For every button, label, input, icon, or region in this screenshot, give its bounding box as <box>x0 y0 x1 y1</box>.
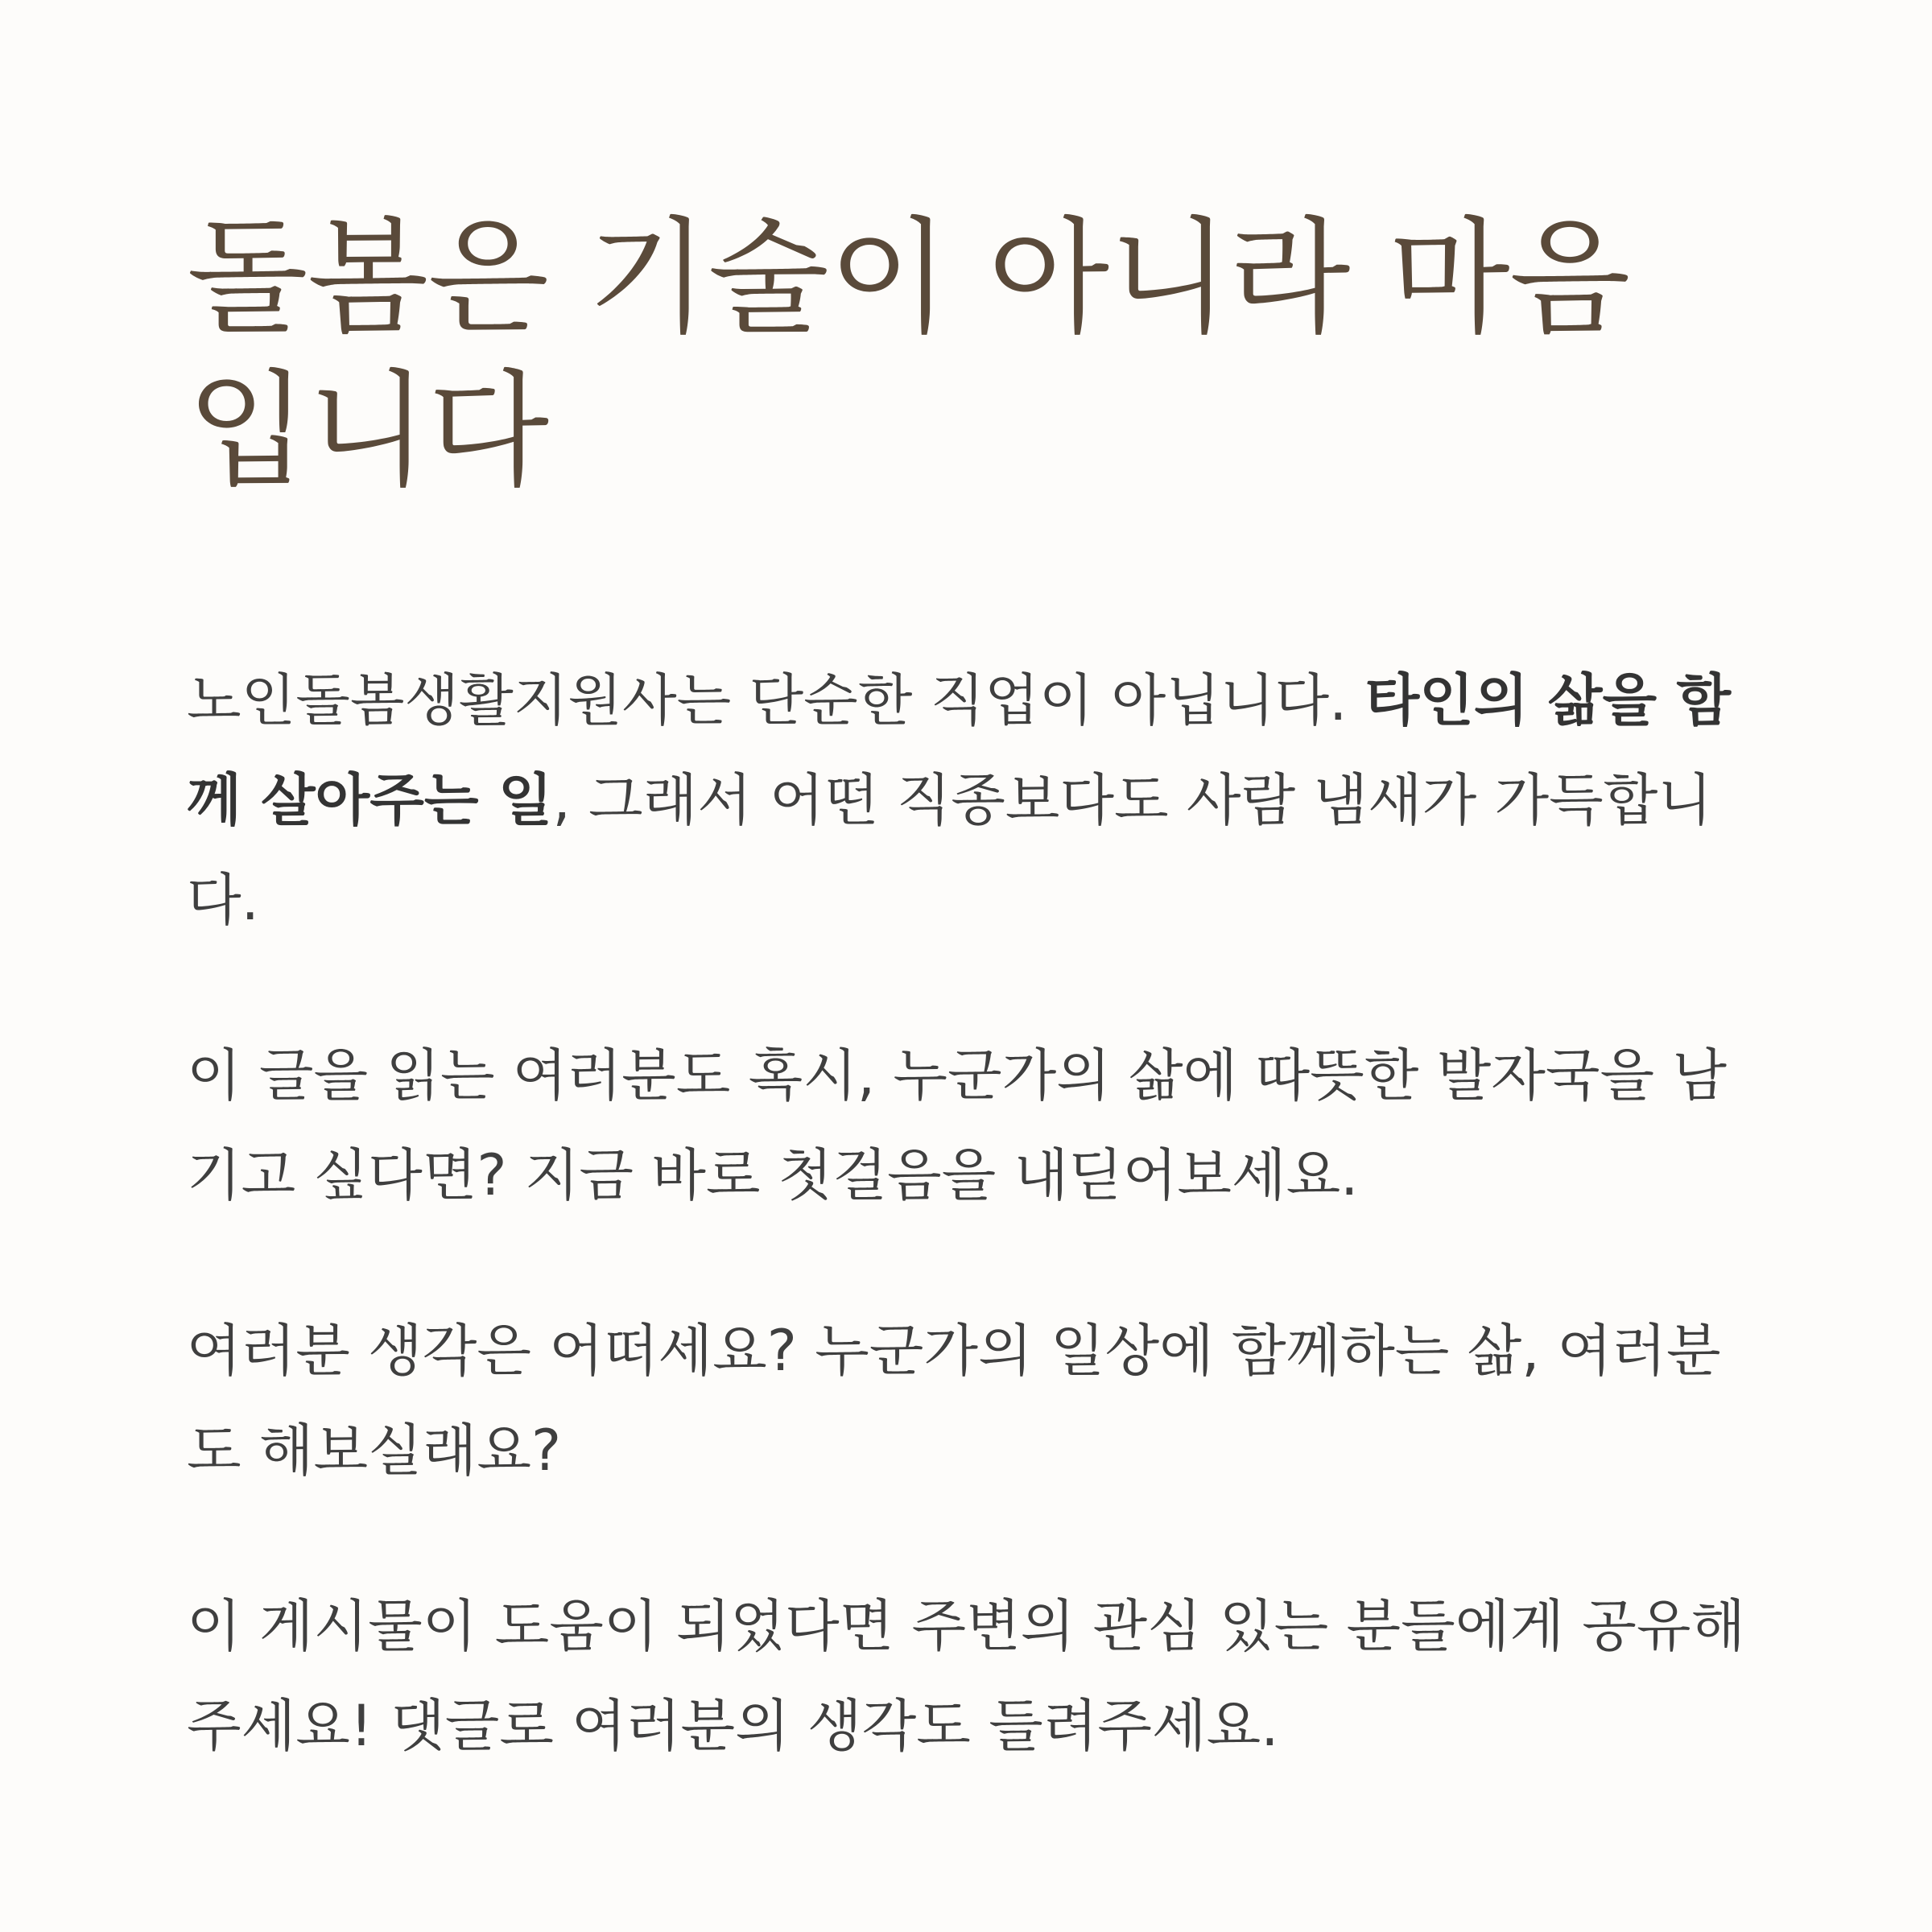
paragraph-question: 여러분 생각은 어떠세요? 누군가의 일상에 함께하는 삶, 여러분도 해보실래요? <box>187 1318 1721 1484</box>
paragraph-intro-lead: 노인돌봄생활지원사는 단순한 직업이 아닙니다. <box>187 667 1365 733</box>
paragraph-invitation: 이 글을 읽는 여러분도 혹시, 누군가의 삶에 따뜻한 발자국을 남기고 싶다면? 지금 바로 첫걸음을 내딛어보세요. <box>187 1042 1728 1208</box>
paragraph-intro <box>187 650 1747 950</box>
paragraph-intro-tail: , 그래서 어떤 직종보다도 사람 냄새가 가득합니다. <box>187 767 1713 933</box>
post-title: 돌봄은 기술이 아니라 마음입니다 <box>187 204 1630 504</box>
paragraph-share-request: 이 게시물이 도움이 되었다면 주변의 관심 있는 분들에게 공유해주세요! 댓글로 여러분의 생각도 들려주세요. <box>187 1593 1746 1759</box>
paragraph-intro-emphasis: 타인의 삶을 함께 살아주는 일 <box>187 667 1732 833</box>
post-body <box>187 650 1747 1776</box>
